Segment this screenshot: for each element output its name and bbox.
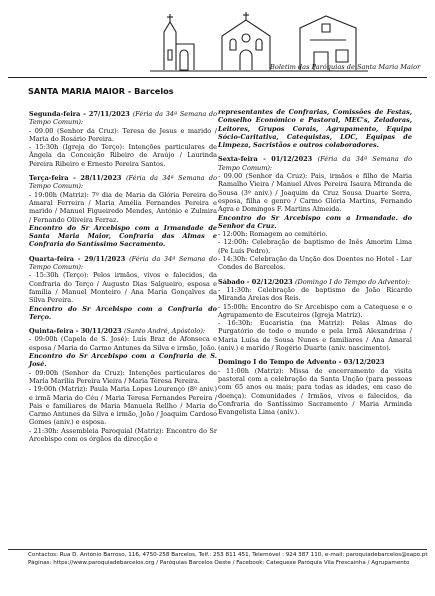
entry-heading <box>29 110 217 127</box>
entry-date: Sábado - 02/12/2023 <box>218 277 293 286</box>
entry-date: Segunda-feira - 27/11/2023 <box>29 110 130 118</box>
entry-line: - 15:00h: Encontro do Sr Arcebispo com a Catequese e o Agrupamento de Escuteiros (Igreja Matriz). <box>218 302 412 319</box>
entry-line: - 15:30h (Terço): Pelos irmãos, vivos e falecidos, da Confraria do Terço / Augusto Dias Salgueiro, esposa e família / Manuel Monteiro / Ana Maria Gonçalves da Silva Pereira. <box>29 271 217 305</box>
footer-divider <box>8 549 427 550</box>
schedule-entry <box>218 155 412 271</box>
entry-line: Encontro do Sr Arcebispo com a Irmandade de Santa Maria Maior, Confraria das Almas e Confraria do Santíssimo Sacramento. <box>29 223 217 249</box>
schedule-entry <box>29 110 217 168</box>
entry-date: Terça-feira - 28/11/2023 <box>29 174 122 183</box>
footer-pages: Páginas: https://www.paroquiadebarcelos.org / Paróquias Barcelos Oeste / Facebook: Catequese Paróquia Vila Frescainha / Agrupamento <box>28 560 410 566</box>
entry-liturgical-note: (Féria da 34ª Semana do Tempo Comum): <box>29 110 218 127</box>
entry-line: - 15:30h (Igreja do Terço): Intenções particulares de Ângela da Conceição Ribeiro de Araújo / Laurinda Pereira Ribeiro e Ernesto Pereira Santos. <box>29 143 217 168</box>
entry-line: Encontro do Sr Arcebispo com a Confraria do Terço. <box>29 304 217 321</box>
entry-liturgical-note: (Santo André, Apóstolo): <box>123 327 206 336</box>
section-title: SANTA MARIA MAIOR - Barcelos <box>28 86 174 96</box>
entry-liturgical-note: (Féria da 34ª Semana do Tempo Comum): <box>218 155 413 172</box>
entry-line: - 09:00h (Senhor da Cruz): Intenções particulares de Maria Marília Pereira Vieira / Maria Teresa Pereira. <box>29 368 217 385</box>
entry-line: representantes de Confrarias, Comissões de Festas, Conselho Económico e Pastoral, MEC's, Zeladoras, Leitores, Grupos Corais, Agrupamento, Equipa Sócio-Caritativa, Catequistas, LOC, Equipas de Limpeza, Sacristãos e outros colaboradores. <box>218 108 412 150</box>
schedule-entry <box>29 174 217 249</box>
entry-date: Domingo I do Tempo de Advento - 03/12/2023 <box>218 358 385 367</box>
entry-line: - 12:00h: Romagem ao cemitério. <box>218 230 328 239</box>
entry-line: - 21:30h: Assembleia Paroquial (Matriz): Encontro do Sr Arcebispo com os órgãos da direcção e <box>29 426 217 443</box>
entry-heading <box>29 174 217 191</box>
right-column <box>218 108 412 422</box>
entry-line: - 11:00h (Matriz): Missa de encerramento da visita pastoral com a celebração da Santa Unção (para pessoas com 65 anos ou mais; para todas as idades, em caso de doença): Comunidades / Irmãos, vivos e falecidos, da Confraria do Santíssimo Sacramento / Maria Arminda Evangelista Lima (aniv.). <box>218 366 412 417</box>
footer-contacts: Contactos: Rua D. António Barroso, 116, 4750-258 Barcelos, Telf.: 253 811 451, Telemóvel : 924 387 110, e-mail: paroquiadebarcelos@sapo.pt <box>28 552 428 558</box>
left-column <box>29 110 217 449</box>
entry-line: - 09.00 (Senhor da Cruz): Teresa de Jesus e marido / Maria do Rosário Pereira. <box>29 126 217 143</box>
schedule-entry <box>29 327 217 443</box>
entry-heading <box>29 327 217 335</box>
entry-date: Sexta-feira - 01/12/2023 <box>218 155 313 164</box>
entry-line: - 12:00h: Celebração de baptismo de Inês Amorim Lima (Pe Luís Pedro). <box>218 238 412 255</box>
schedule-entry <box>29 255 217 321</box>
entry-line: - 19:00h (Matriz): Paula Maria Lopes Lourenço (8º aniv.) e irmã Maria do Céu / Maria Teresa Fernandes Pereira / Pais e familiares de Maria Manuela Rellho / Maria do Carmo Antunes da Silva e irmão, João / Joaquim Cardoso Gomes (aniv.) e esposa. <box>29 385 217 427</box>
schedule-entry <box>218 108 412 149</box>
entry-line: - 09.00 (Senhor da Cruz): Pais, irmãos e filho de Maria Ramalho Vieira / Manuel Alves Pereira Isaura Miranda de Sousa (3º aniv.) / Joaquim da Cruz Sousa Duarte Serra, esposa, filha e genro / Carmo Glória Martins, Fernando Agra e Domingos F. Martins Almeida. <box>218 172 412 214</box>
entry-date: Quarta-feira - 29/11/2023 <box>29 254 126 263</box>
bulletin-title: Boletim das Paróquias de Santa Maria Maior <box>270 63 421 71</box>
entry-date: Quinta-feira - 30/11/2023 <box>29 327 122 336</box>
entry-heading <box>29 255 217 272</box>
entry-liturgical-note: (Domingo I do Tempo do Advento): <box>294 277 410 286</box>
entry-line: - 19:00h (Matriz): 7º dia de Maria da Glória Pereira do Amaral Ferreira / Maria Amélia Fernandes Pereira e marido / Manuel Figueiredo Mendes, António e Zulmira / Fernando Oliveira Ferraz. <box>29 190 217 224</box>
footer <box>0 549 435 596</box>
schedule-entry <box>218 358 412 416</box>
entry-line: Encontro do Sr Arcebispo com a Confraria de S. José. <box>29 352 217 369</box>
entry-line: - 14:30h: Celebração da Unção dos Doentes no Hotel - Lar Condes de Barcelos. <box>218 255 412 272</box>
entry-line: - 11:30h: Celebração de baptismo de João Ricardo Miranda Areias dos Reis. <box>218 285 412 303</box>
entry-heading <box>218 278 412 286</box>
entry-line: Encontro do Sr Arcebispo com a Irmandade. do Senhor da Cruz. <box>218 213 412 230</box>
header-divider <box>8 77 427 78</box>
entry-liturgical-note: (Féria da 34ª Semana do Tempo Comum): <box>29 254 218 272</box>
entry-line: - 09:00h (Capela de S. José): Luís Braz de Afonseca e esposa / Maria do Carmo Antunes da Silva e irmão, João. <box>29 335 217 352</box>
entry-heading <box>218 358 412 366</box>
entry-liturgical-note: (Féria da 34ª Semana do Tempo Comum): <box>29 174 218 191</box>
entry-line: - 16:30h: Eucaristia (na Matriz): Pelas Almas do Purgatório de todo o mundo e pela Irmã Alexandrina / Maria Luísa de Sousa Nunes e familiares / Ana Amaral (aniv.) e marido / Rogério Duarte (aniv. nascimento). <box>218 319 412 353</box>
schedule-entry <box>218 278 412 353</box>
entry-heading <box>218 155 412 172</box>
